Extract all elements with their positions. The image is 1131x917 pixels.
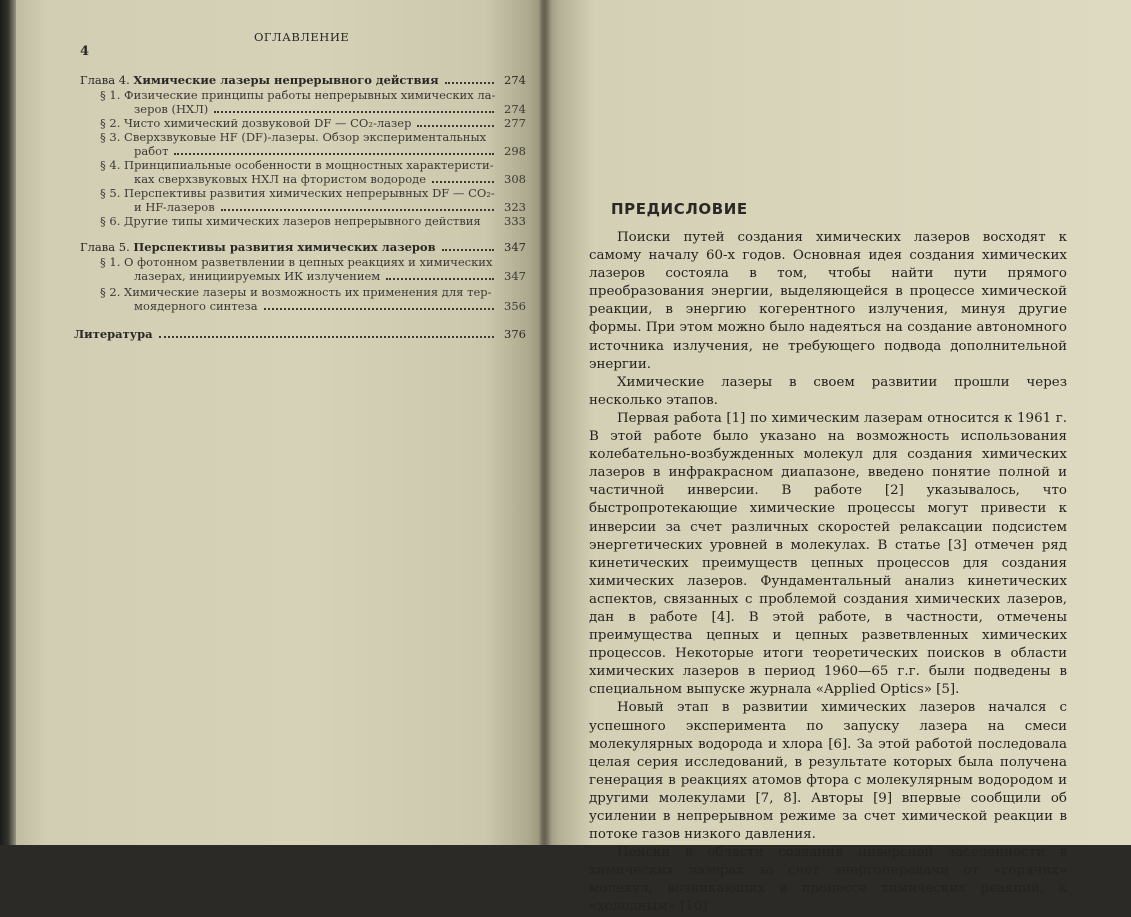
toc-section-title: Сверхзвуковые HF (DF)-лазеры. Обзор экспериментальных bbox=[124, 130, 487, 144]
toc-literature-title: Литература bbox=[74, 327, 153, 341]
toc-section-4-1-cont[interactable]: зеров (НХЛ) 274 bbox=[134, 102, 526, 116]
toc-chapter-title: Химические лазеры непрерывного действия bbox=[133, 73, 439, 87]
toc-page-number: 323 bbox=[504, 200, 526, 214]
preface-paragraph: Первая работа [1] по химическим лазерам относится к 1961 г. В этой работе было указано на возможность использования колебательно-возбужденных молекул для создания химических лазеров в инфракрасном диапазоне, введено понятие полной и частичной инверсии. В работе [2] указывалось, что быстропротекающие химические процессы могут привести к инверсии за счет различных скоростей релаксации подсистем энергетических уровней в молекулах. В статье [3] отмечен ряд кинетических преимуществ цепных процессов для создания химических лазеров. Фундаментальный анализ кинетических аспектов, связанных с проблемой создания химических лазеров, дан в работе [4]. В этой работе, в частности, отмечены преимущества цепных и цепных разветвленных химических процессов. Некоторые итоги теоретических поисков в области химических лазеров в период 1960—65 г.г. были подведены в специальном выпуске журнала «Applied Optics» [5]. bbox=[589, 410, 1067, 698]
toc-section-title: Принципиальные особенности в мощностных характеристи- bbox=[124, 158, 494, 172]
right-page bbox=[541, 0, 1131, 915]
dot-leader bbox=[221, 209, 494, 211]
toc-page-number: 356 bbox=[504, 299, 526, 313]
dot-leader bbox=[159, 336, 494, 338]
toc-section-4-3-cont[interactable]: работ 298 bbox=[134, 144, 526, 158]
toc-section-title: Перспективы развития химических непрерывных DF — CO₂- bbox=[124, 186, 495, 200]
left-page bbox=[16, 0, 549, 845]
toc-page-number: 347 bbox=[504, 240, 526, 254]
toc-section-title: Физические принципы работы непрерывных химических ла- bbox=[124, 88, 496, 102]
dot-leader bbox=[442, 249, 494, 251]
toc-section-4-6[interactable]: § 6. Другие типы химических лазеров непрерывного действия 333 bbox=[100, 214, 526, 228]
toc-page-number: 333 bbox=[504, 214, 526, 228]
toc-section-title: О фотонном разветвлении в цепных реакциях и химических bbox=[124, 255, 493, 269]
dot-leader bbox=[174, 153, 494, 155]
toc-section-title: Химические лазеры и возможность их применения для тер- bbox=[124, 285, 492, 299]
preface-title: ПРЕДИСЛОВИЕ bbox=[611, 200, 748, 218]
dot-leader bbox=[264, 308, 494, 310]
toc-page-number: 298 bbox=[504, 144, 526, 158]
toc-section-4-5-cont[interactable]: и HF-лазеров 323 bbox=[134, 200, 526, 214]
toc-title: ОГЛАВЛЕНИЕ bbox=[254, 30, 350, 44]
dot-leader bbox=[417, 125, 494, 127]
toc-section-4-4[interactable]: § 4. Принципиальные особенности в мощностных характеристи- bbox=[100, 158, 494, 172]
toc-literature[interactable] bbox=[74, 327, 526, 341]
preface-paragraph: Новый этап в развитии химических лазеров начался с успешного эксперимента по запуску лазера на смеси молекулярных водорода и хлора [6]. За этой работой последовала целая серия исследований, в результате которых была получена генерация в реакциях атомов фтора с молекулярным водородом и другими молекулами [7, 8]. Авторы [9] впервые сообщили об усилении в непрерывном режиме за счет химической реакции в потоке газов низкого давления. bbox=[589, 700, 1067, 843]
toc-section-5-2-cont[interactable]: моядерного синтеза 356 bbox=[134, 299, 526, 313]
toc-section-4-3[interactable]: § 3. Сверхзвуковые HF (DF)-лазеры. Обзор экспериментальных bbox=[100, 130, 487, 144]
dot-leader bbox=[214, 111, 494, 113]
toc-section-4-1[interactable]: § 1. Физические принципы работы непрерывных химических ла- bbox=[100, 88, 496, 102]
toc-section-4-5[interactable]: § 5. Перспективы развития химических непрерывных DF — CO₂- bbox=[100, 186, 495, 200]
toc-page-number: 308 bbox=[504, 172, 526, 186]
toc-section-5-1[interactable]: § 1. О фотонном разветвлении в цепных реакциях и химических bbox=[100, 255, 493, 269]
page-number: 4 bbox=[80, 44, 90, 59]
dot-leader bbox=[386, 278, 494, 280]
toc-page-number: 347 bbox=[504, 269, 526, 283]
toc-page-number: 277 bbox=[504, 116, 526, 130]
toc-section-title: Другие типы химических лазеров непрерывного действия bbox=[124, 214, 481, 228]
toc-page-number: 274 bbox=[504, 102, 526, 116]
toc-chapter-5[interactable]: Глава 5. Перспективы развития химических лазеров 347 bbox=[80, 240, 526, 254]
preface-paragraph: Химические лазеры в своем развитии прошли через несколько этапов. bbox=[589, 374, 1067, 408]
toc-chapter-4[interactable]: Глава 4. Химические лазеры непрерывного действия 274 bbox=[80, 73, 526, 87]
dot-leader bbox=[445, 82, 494, 84]
preface-paragraph: Поиски в области создания инверсной заселенности в химических лазерах за счет энергопередачи от «горячих» молекул, возникающих в процессе химических реакций, к «холодным» [10] bbox=[589, 845, 1067, 915]
toc-section-4-2[interactable]: § 2. Чисто химический дозвуковой DF — CO₂-лазер 277 bbox=[100, 116, 526, 130]
preface-paragraph: Поиски путей создания химических лазеров восходят к самому началу 60-х годов. Основная идея создания химических лазеров состояла в том, чтобы найти пути прямого преобразования энергии, выделяющейся в процессе химической реакции, в энергию когерентного излучения, минуя другие формы. При этом можно было надеяться на создание автономного источника излучения, не требующего подвода дополнительной энергии. bbox=[589, 230, 1067, 372]
toc-page-number: 376 bbox=[504, 327, 526, 341]
toc-section-4-4-cont[interactable]: ках сверхзвуковых НХЛ на фтористом водороде 308 bbox=[134, 172, 526, 186]
toc-page-number: 274 bbox=[504, 73, 526, 87]
toc-chapter-title: Перспективы развития химических лазеров bbox=[133, 240, 436, 254]
toc-section-5-2[interactable]: § 2. Химические лазеры и возможность их применения для тер- bbox=[100, 285, 492, 299]
dot-leader bbox=[432, 181, 494, 183]
toc-section-5-1-cont[interactable]: лазерах, инициируемых ИК излучением 347 bbox=[134, 269, 526, 283]
toc-section-title: Чисто химический дозвуковой DF — CO₂-лазер bbox=[124, 116, 412, 130]
preface-body bbox=[589, 229, 1067, 917]
